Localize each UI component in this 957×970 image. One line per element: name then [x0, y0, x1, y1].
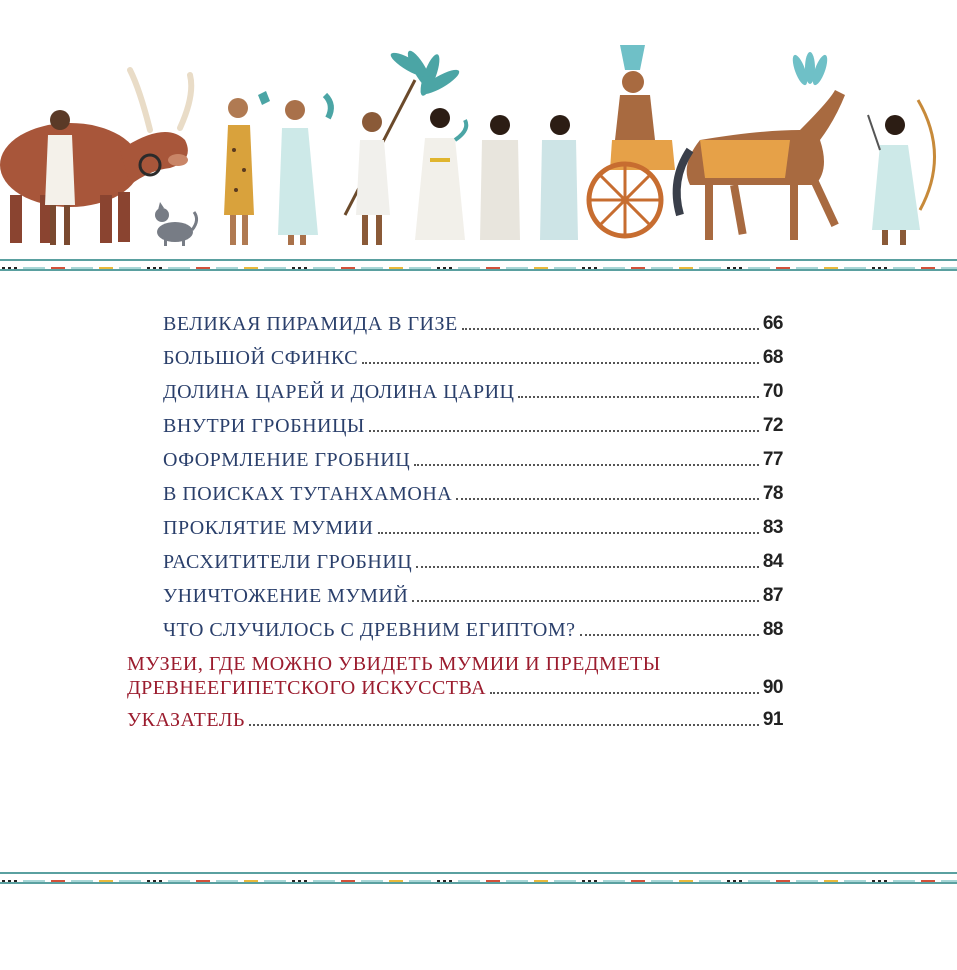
- border-segment: [8, 880, 11, 884]
- toc-leader-dots: [414, 464, 759, 466]
- border-segment: [679, 267, 693, 271]
- border-segment: [2, 880, 5, 884]
- toc-entry-page: 87: [762, 585, 783, 606]
- border-segment: [437, 880, 440, 884]
- toc-entry[interactable]: [163, 448, 783, 472]
- toc-entry[interactable]: [163, 550, 783, 574]
- border-segment: [99, 880, 113, 884]
- bottom-decorative-border: [0, 872, 957, 884]
- toc-leader-dots: [378, 532, 759, 534]
- border-segment: [2, 267, 5, 271]
- border-segment: [119, 267, 141, 271]
- border-segment: [884, 267, 887, 271]
- border-segment: [147, 880, 150, 884]
- border-segment: [739, 880, 742, 884]
- border-segment: [603, 880, 625, 884]
- border-segment: [244, 880, 258, 884]
- toc-chapter-page: 91: [762, 709, 783, 730]
- border-segment: [554, 267, 576, 271]
- border-segment: [361, 267, 383, 271]
- toc-entry-page: 70: [762, 381, 783, 402]
- border-segment: [727, 880, 730, 884]
- border-segment: [292, 880, 295, 884]
- priest-icon: [278, 95, 331, 245]
- border-segment: [23, 880, 45, 884]
- toc-entry-page: 68: [762, 347, 783, 368]
- toc-entry-title: РАСХИТИТЕЛИ ГРОБНИЦ: [163, 551, 413, 573]
- border-segment: [449, 267, 452, 271]
- border-segment: [921, 267, 935, 271]
- border-segment: [51, 880, 65, 884]
- toc-chapter-page: 90: [762, 677, 783, 698]
- border-segment: [651, 267, 673, 271]
- toc-leader-dots: [369, 430, 759, 432]
- border-pattern: [0, 266, 957, 271]
- border-segment: [449, 880, 452, 884]
- archer-icon: [868, 100, 935, 245]
- border-segment: [119, 880, 141, 884]
- border-segment: [796, 880, 818, 884]
- border-segment: [631, 267, 645, 271]
- border-segment: [99, 267, 113, 271]
- toc-leader-dots: [362, 362, 759, 364]
- toc-entry-page: 88: [762, 619, 783, 640]
- border-segment: [159, 880, 162, 884]
- border-segment: [893, 880, 915, 884]
- toc-entry[interactable]: [163, 346, 783, 370]
- toc-leader-dots: [416, 566, 759, 568]
- border-segment: [168, 267, 190, 271]
- border-segment: [796, 267, 818, 271]
- border-segment: [341, 880, 355, 884]
- border-segment: [588, 880, 591, 884]
- border-segment: [699, 267, 721, 271]
- woman-flowers-icon: [480, 115, 578, 240]
- border-segment: [824, 880, 838, 884]
- toc-entry-page: 83: [762, 517, 783, 538]
- border-segment: [153, 880, 156, 884]
- border-segment: [594, 880, 597, 884]
- border-segment: [748, 267, 770, 271]
- cat-icon: [155, 202, 197, 246]
- woman-dress-icon: [415, 108, 466, 240]
- toc-leader-dots: [490, 692, 759, 694]
- top-decorative-border: [0, 259, 957, 271]
- border-segment: [534, 267, 548, 271]
- toc-entry-page: 66: [762, 313, 783, 334]
- border-segment: [844, 880, 866, 884]
- border-segment: [872, 267, 875, 271]
- border-segment: [264, 267, 286, 271]
- toc-chapter-title-line1: МУЗЕИ, ГДЕ МОЖНО УВИДЕТЬ МУМИИ И ПРЕДМЕТЫ: [127, 653, 661, 675]
- toc-entry[interactable]: [163, 516, 783, 540]
- border-segment: [409, 880, 431, 884]
- horse-icon: [677, 52, 845, 240]
- border-segment: [313, 880, 335, 884]
- toc-chapter-title: УКАЗАТЕЛЬ: [127, 709, 245, 731]
- border-segment: [486, 267, 500, 271]
- toc-entry-title: ВНУТРИ ГРОБНИЦЫ: [163, 415, 365, 437]
- border-segment: [437, 267, 440, 271]
- border-segment: [844, 267, 866, 271]
- toc-entry[interactable]: [163, 618, 783, 642]
- border-segment: [941, 880, 957, 884]
- toc-entry-title: В ПОИСКАХ ТУТАНХАМОНА: [163, 483, 453, 505]
- border-segment: [603, 267, 625, 271]
- border-segment: [361, 880, 383, 884]
- border-segment: [313, 267, 335, 271]
- toc-chapter-title-line2: ДРЕВНЕЕГИПЕТСКОГО ИСКУССТВА: [127, 677, 487, 699]
- border-segment: [699, 880, 721, 884]
- toc-entry-title: ПРОКЛЯТИЕ МУМИИ: [163, 517, 374, 539]
- border-segment: [71, 267, 93, 271]
- border-segment: [884, 880, 887, 884]
- border-segment: [304, 880, 307, 884]
- toc-leader-dots: [580, 634, 759, 636]
- border-segment: [921, 880, 935, 884]
- woman-jar-icon: [224, 91, 270, 245]
- border-segment: [458, 880, 480, 884]
- border-segment: [341, 267, 355, 271]
- border-segment: [878, 267, 881, 271]
- border-segment: [733, 267, 736, 271]
- border-segment: [893, 267, 915, 271]
- border-segment: [216, 880, 238, 884]
- toc-entry-title: ВЕЛИКАЯ ПИРАМИДА В ГИЗЕ: [163, 313, 458, 335]
- border-segment: [292, 267, 295, 271]
- border-segment: [23, 267, 45, 271]
- toc-entry[interactable]: [163, 380, 783, 404]
- toc-chapter-museums[interactable]: [127, 652, 783, 700]
- toc-entry-title: ОФОРМЛЕНИЕ ГРОБНИЦ: [163, 449, 411, 471]
- border-segment: [159, 267, 162, 271]
- toc-leader-dots: [249, 724, 759, 726]
- toc-entry-title: БОЛЬШОЙ СФИНКС: [163, 347, 359, 369]
- border-segment: [582, 267, 585, 271]
- border-segment: [506, 880, 528, 884]
- border-segment: [631, 880, 645, 884]
- border-segment: [776, 880, 790, 884]
- border-segment: [727, 267, 730, 271]
- border-segment: [14, 267, 17, 271]
- border-segment: [878, 880, 881, 884]
- border-segment: [872, 880, 875, 884]
- border-segment: [458, 267, 480, 271]
- border-segment: [264, 880, 286, 884]
- toc-entry-title: ЧТО СЛУЧИЛОСЬ С ДРЕВНИМ ЕГИПТОМ?: [163, 619, 576, 641]
- border-pattern: [0, 879, 957, 884]
- toc-entry-page: 72: [762, 415, 783, 436]
- border-segment: [651, 880, 673, 884]
- border-segment: [51, 267, 65, 271]
- toc-entry-title: УНИЧТОЖЕНИЕ МУМИЙ: [163, 585, 409, 607]
- border-segment: [244, 267, 258, 271]
- toc-entry-title: ДОЛИНА ЦАРЕЙ И ДОЛИНА ЦАРИЦ: [163, 381, 515, 403]
- border-segment: [594, 267, 597, 271]
- border-segment: [304, 267, 307, 271]
- border-segment: [168, 880, 190, 884]
- toc-entry[interactable]: [163, 482, 783, 506]
- toc-leader-dots: [456, 498, 759, 500]
- border-segment: [216, 267, 238, 271]
- border-segment: [582, 880, 585, 884]
- toc-chapter-line2: [127, 676, 783, 700]
- border-segment: [941, 267, 957, 271]
- egyptian-procession-illustration: [0, 0, 957, 255]
- border-segment: [776, 267, 790, 271]
- border-segment: [748, 880, 770, 884]
- border-segment: [71, 880, 93, 884]
- toc-entry[interactable]: [163, 584, 783, 608]
- toc-leader-dots: [412, 600, 759, 602]
- border-segment: [733, 880, 736, 884]
- border-segment: [486, 880, 500, 884]
- border-segment: [196, 880, 210, 884]
- border-segment: [824, 267, 838, 271]
- border-segment: [298, 880, 301, 884]
- border-segment: [8, 267, 11, 271]
- toc-entry-page: 84: [762, 551, 783, 572]
- toc-leader-dots: [462, 328, 759, 330]
- border-segment: [679, 880, 693, 884]
- border-segment: [389, 880, 403, 884]
- toc-entry[interactable]: [163, 312, 783, 336]
- border-segment: [739, 267, 742, 271]
- border-segment: [554, 880, 576, 884]
- border-segment: [443, 267, 446, 271]
- border-segment: [534, 880, 548, 884]
- border-segment: [298, 267, 301, 271]
- border-segment: [147, 267, 150, 271]
- toc-entry-page: 78: [762, 483, 783, 504]
- toc-entry-page: 77: [762, 449, 783, 470]
- toc-leader-dots: [518, 396, 758, 398]
- toc-entry[interactable]: [163, 414, 783, 438]
- pharaoh-chariot-icon: [589, 45, 675, 236]
- border-segment: [506, 267, 528, 271]
- border-segment: [588, 267, 591, 271]
- border-segment: [409, 267, 431, 271]
- border-segment: [14, 880, 17, 884]
- border-segment: [153, 267, 156, 271]
- border-segment: [443, 880, 446, 884]
- toc-chapter-index[interactable]: [127, 708, 783, 732]
- border-segment: [389, 267, 403, 271]
- border-segment: [196, 267, 210, 271]
